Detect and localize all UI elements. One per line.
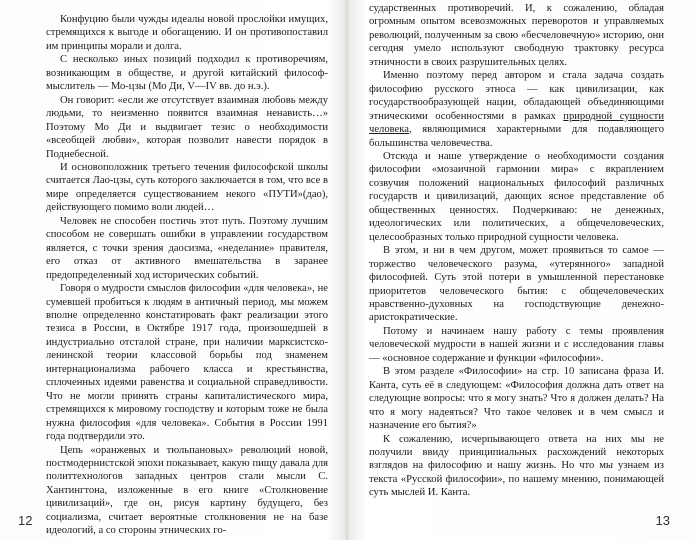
paragraph: Он говорит: «если же отсутствует взаимная любовь между людьми, то неизменно появится взаимная ненависть…» Поэтому Мо Ди и выдвигает тезис о необходимости «всеобщей любви», которая позволит навести порядок в Поднебесной. bbox=[46, 94, 328, 160]
page-number: 12 bbox=[18, 513, 33, 528]
paragraph: И основоположник третьего течения философской школы считается Лао-цзы, суть которого заключается в том, что все в мире определяется существованием некого «ПУТИ»(дао), действующего помимо воли людей… bbox=[46, 161, 328, 214]
paragraph: сударственных противоречий. И, к сожалению, обладая огромным опытом всевозможных переворотов и управляемых революций, полученным за свою «бесчеловечную» историю, они сегодня умело используют свободную трактовку ресурса этничности в своих разрушительных целях. bbox=[369, 3, 664, 68]
page-number: 13 bbox=[655, 513, 670, 528]
paragraph-text: Именно поэтому перед автором и стала задача создать философию русского этноса — как цивилизации, как государствообразующей нации, обладающей объединяющими этническими особенностями в рамках bbox=[369, 70, 664, 122]
paragraph: Потому и начинаем нашу работу с темы проявления человеческой мудрости в нашей жизни и с исследования главы — «основное содержание и функции «философии». bbox=[369, 325, 664, 364]
paragraph: К сожалению, исчерпывающего ответа на них мы не получили ввиду принципиальных расхождений некоторых взглядов на философию и нашу жизнь. Но что мы узнаем из текста «Русской философии», по нашему мнению, понимающей суть мыслей И. Канта. bbox=[369, 433, 664, 499]
paragraph bbox=[369, 69, 664, 150]
right-page bbox=[347, 0, 694, 540]
paragraph: Говоря о мудрости смыслов философии «для человека», не сумевшей пробиться к людям в античный период, мы можем вполне определенно констатировать факт реализации этого тезиса в России, в Октябре 1917 года, произошедшей в индустриально отсталой стране, при наличии марксистско-ленинской теории классовой борьбы под знаменем интернационализма рабочего класса и крестьянства, сплоченных идеями равенства и социальной справедливости. Что не могли принять страны капиталистического мира, стремящихся к мировому господству и которым тоже не была нужна философия «для человека». События в России 1991 года подтвердили это. bbox=[46, 283, 328, 443]
paragraph: Отсюда и наше утверждение о необходимости создания философии «мозаичной гармонии мира» с вкраплением созвучия положений национальных философий различных государств и цивилизаций, дающих ясное представление об общественных ценностях. Подчеркиваю: не денежных, идеологических или политических, а общечеловеческих, целесообразных только природной сущности человека. bbox=[369, 150, 664, 243]
paragraph: В этом, и ни в чем другом, может проявиться то самое — торжество человеческого разума, «утерянного» западной философией. Суть этой потери в умышленной перестановке приоритетов человеческого бытия: с общечеловеческих нравственно-духовных на господствующие денежно-аристократические. bbox=[369, 245, 664, 324]
paragraph: С несколько иных позиций подходил к противоречиям, возникающим в обществе, и другой китайский философ-мыслитель — Мо-цзы (Мо Ди, V—IV вв. до н.э.). bbox=[46, 54, 328, 93]
paragraph-text: , являющимися характерными для подавляющего большинства человечества. bbox=[369, 124, 664, 149]
paragraph: Конфуцию были чужды идеалы новой прослойки имущих, стремящихся к выгоде и обогащению. И он противопоставил им принципы морали и долга. bbox=[46, 14, 328, 52]
underlined-phrase: природной сущности человека bbox=[369, 110, 664, 136]
paragraph: Человек не способен постичь этот путь. Поэтому лучшим способом не совершать ошибки в управлении государством является, с точки зрения даосизма, «неделание» правителя, его отказ от активного вмешательства в заранее предопределенный ход исторических событий. bbox=[46, 215, 328, 281]
paragraph: В этом разделе «Философии» на стр. 10 записана фраза И. Канта, суть её в следующем: «Философия должна дать ответ на следующие вопросы: что я могу знать? Что я должен делать? На что я могу надеяться? Что такое человек и в чем смысл и назначение его бытия?» bbox=[369, 366, 664, 432]
left-page-text bbox=[46, 13, 328, 538]
right-page-text bbox=[369, 2, 664, 500]
paragraph: Цепь «оранжевых и тюльпановых» революций новой, постмодернистской эпохи показывает, какую пищу давала для политтехнологов западных центров стали мысли С. Хантингтона, изложенные в его книге «Столкновение цивилизаций», где он, рисуя картину будущего, без социализма, считает вероятные столкновения не на базе идеологий, а со стороны этнических го- bbox=[46, 444, 328, 537]
